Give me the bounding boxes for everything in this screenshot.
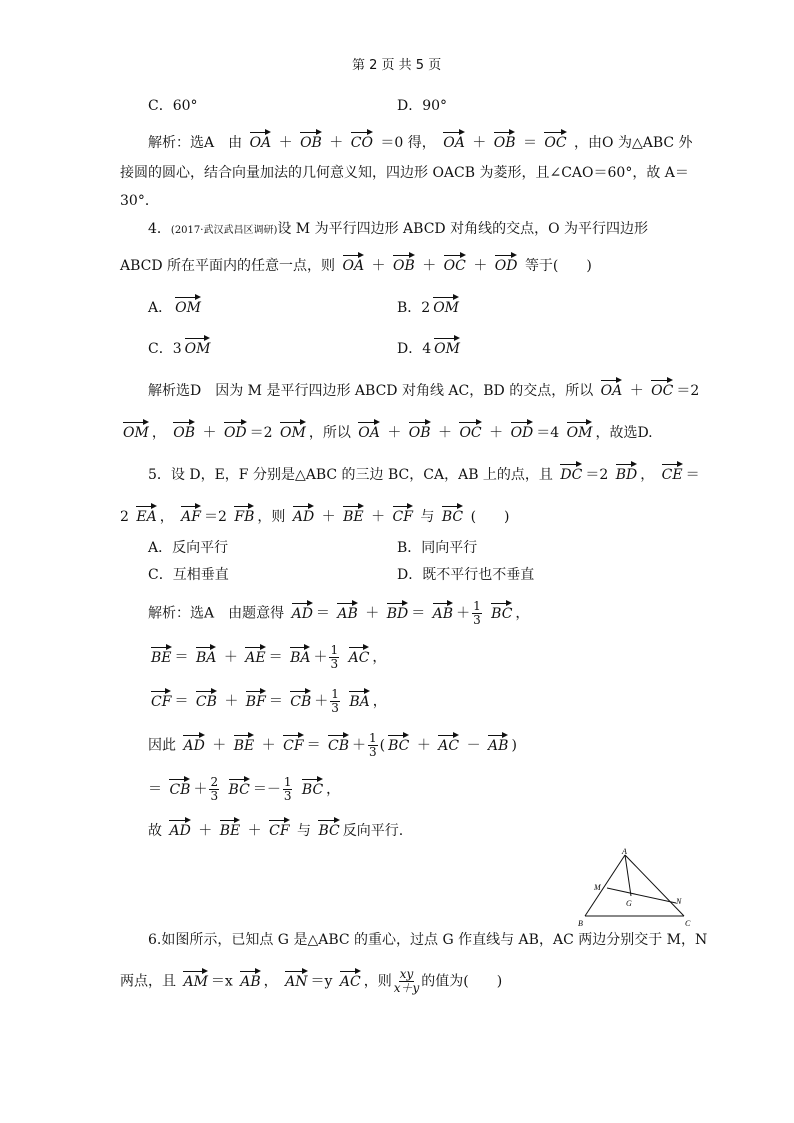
vector-BA: BA: [349, 689, 369, 710]
q4-option-d: D．4 OM: [397, 336, 463, 359]
vector-BC: BC: [442, 504, 463, 525]
label-b: B: [578, 919, 583, 928]
vector-BC: BC: [388, 733, 409, 754]
q5-stem-text: 5．设 D，E，F 分别是△ABC 的三边 BC，CA，AB 上的点，且: [148, 467, 553, 483]
vector-BE: BE: [220, 818, 241, 839]
median-line: [625, 855, 631, 896]
vector-CB: CB: [169, 777, 190, 798]
vector-CF: CF: [151, 689, 171, 710]
plus-sign: ＋: [278, 135, 293, 151]
vector-BD: BD: [616, 462, 638, 483]
vector-OA: OA: [250, 130, 272, 151]
equals-sign: ＝: [522, 135, 537, 151]
q4-solution-line1: [148, 378, 699, 401]
vector-OM: OM: [123, 420, 149, 441]
q5-stem-line2: 2 EA ， AF ＝2 FB ，则 AD ＋ BE ＋ CF 与 BC ( ): [120, 504, 510, 527]
q4-stem2-pre: ABCD 所在平面内的任意一点，则: [120, 258, 336, 274]
vector-AC: AC: [340, 969, 361, 990]
vector-OB: OB: [409, 420, 431, 441]
vector-AD: AD: [292, 601, 313, 622]
vector-OB: OB: [300, 130, 322, 151]
q5-stem-line1: 5．设 D，E，F 分别是△ABC 的三边 BC，CA，AB 上的点，且 DC ＝2 BD ， CE ＝: [148, 462, 700, 485]
vector-DC: DC: [560, 462, 582, 483]
vector-EA: EA: [136, 504, 156, 525]
vector-OB: OB: [173, 420, 195, 441]
q5-solution-line5: ＝ CB ＋ $\frac{2}{3}$ BC ＝－ $\frac{1}{3}$ BC ，: [148, 775, 341, 803]
vector-OC: OC: [544, 130, 566, 151]
vector-OC: OC: [651, 378, 673, 399]
vector-OM: OM: [567, 420, 593, 441]
vector-BC: BC: [491, 601, 512, 622]
vector-CF: CF: [269, 818, 289, 839]
plus-sign: ＋: [202, 425, 217, 441]
vector-OD: OD: [224, 420, 247, 441]
vector-OA: OA: [601, 378, 623, 399]
line-mn: [607, 888, 676, 903]
vector-BD: BD: [387, 601, 409, 622]
q3-solution-line2: 接圆的圆心，结合向量加法的几何意义知，四边形 OACB 为菱形，且∠CAO＝60°，故 A＝: [120, 165, 689, 181]
q6-stem-line2: 两点，且 AM ＝x AB ， AN ＝y AC ，则 $\frac{xy}{x+y}$ 的值为( ): [120, 967, 503, 995]
plus-sign: ＋: [472, 135, 487, 151]
q4-sol-text: 解析选D 因为 M 是平行四边形 ABCD 对角线 AC，BD 的交点，所以: [148, 383, 594, 399]
fraction-one-third: $\frac{1}{3}$: [369, 731, 377, 759]
side-ab: [585, 855, 625, 916]
vector-BC: BC: [302, 777, 323, 798]
q3-solution-line1: [148, 130, 693, 153]
vector-BE: BE: [343, 504, 364, 525]
plus-sign: ＋: [329, 135, 344, 151]
q6-stem-line1: 6.如图所示，已知点 G 是△ABC 的重心，过点 G 作直线与 AB，AC 两边分别交于 M，N: [148, 932, 708, 948]
vector-CB: CB: [328, 733, 349, 754]
label-n: N: [676, 897, 682, 906]
q5-solution-line2: BE ＝ BA ＋ AE ＝ BA ＋ $\frac{1}{3}$ AC ，: [151, 643, 387, 671]
vector-CF: CF: [393, 504, 413, 525]
q4-number: 4．: [148, 221, 171, 237]
fraction-one-third: $\frac{1}{3}$: [330, 643, 339, 671]
plus-sign: ＋: [629, 383, 644, 399]
vector-OA: OA: [343, 253, 365, 274]
vector-AE: AE: [245, 645, 265, 666]
vector-AC: AC: [438, 733, 459, 754]
plus-sign: ＋: [422, 258, 437, 274]
q5-conclusion: 故 AD ＋ BE ＋ CF 与 BC 反向平行.: [148, 818, 403, 841]
q4-stem-text: 设 M 为平行四边形 ABCD 对角线的交点，O 为平行四边形: [277, 221, 649, 237]
q4-option-b: B．2 OM: [397, 295, 462, 318]
eq-zero: ＝0 得，: [380, 135, 436, 151]
label-a: A: [622, 848, 627, 856]
vector-OB: OB: [393, 253, 415, 274]
vector-BA: BA: [290, 645, 310, 666]
fraction-xy-over-x-plus-y: $\frac{xy}{x+y}$: [393, 967, 420, 995]
vector-OC: OC: [444, 253, 466, 274]
q5-option-d: D．既不平行也不垂直: [397, 567, 535, 583]
fraction-one-third: $\frac{1}{3}$: [283, 775, 292, 803]
q4-source: (2017·武汉武昌区调研): [170, 225, 278, 236]
vector-AD: AD: [169, 818, 190, 839]
eq-four: ＝4: [536, 425, 560, 441]
q4-stem-line2: [120, 253, 592, 276]
q3-solution-line3: 30°．: [120, 193, 159, 209]
vector-CE: CE: [662, 462, 683, 483]
plus-sign: ＋: [438, 425, 452, 441]
vector-AD: AD: [183, 733, 204, 754]
eq-two: ＝2: [249, 425, 273, 441]
vector-AB: AB: [488, 733, 508, 754]
vector-CO: CO: [351, 130, 373, 151]
vector-BC: BC: [318, 818, 339, 839]
q3-sol-prefix: 解析：选A 由: [148, 135, 243, 151]
vector-OM: OM: [433, 295, 459, 316]
plus-sign: ＋: [473, 258, 488, 274]
vector-OM: OM: [175, 295, 201, 316]
vector-OA: OA: [443, 130, 465, 151]
vector-CB: CB: [196, 689, 217, 710]
vector-OM: OM: [434, 336, 460, 357]
vector-BA: BA: [196, 645, 216, 666]
vector-BE: BE: [151, 645, 172, 666]
vector-AF: AF: [181, 504, 201, 525]
page-number: 第 2 页 共 5 页: [352, 58, 442, 73]
vector-AC: AC: [349, 645, 370, 666]
vector-CF: CF: [283, 733, 303, 754]
label-g: G: [626, 899, 632, 908]
plus-sign: ＋: [387, 425, 402, 441]
q5-option-c: C．互相垂直: [148, 567, 229, 583]
side-ac: [625, 855, 684, 916]
vector-OM: OM: [185, 336, 211, 357]
vector-FB: FB: [234, 504, 254, 525]
q4-option-a: A． OM: [148, 295, 204, 318]
plus-sign: ＋: [489, 425, 504, 441]
vector-BC: BC: [229, 777, 250, 798]
q4-stem2-post: 等于( ): [524, 258, 592, 274]
triangle-figure: [572, 848, 702, 930]
vector-OB: OB: [494, 130, 516, 151]
vector-OC: OC: [459, 420, 481, 441]
q4-so: ，所以: [308, 425, 351, 441]
q3-option-d: D．90°: [397, 98, 448, 114]
fraction-one-third: $\frac{1}{3}$: [473, 599, 481, 627]
vector-OD: OD: [511, 420, 534, 441]
vector-OM: OM: [280, 420, 306, 441]
q4-option-c: C．3 OM: [148, 336, 213, 359]
vector-AB: AB: [433, 601, 453, 622]
q4-sol-end: ，故选D.: [595, 425, 653, 441]
vector-OD: OD: [495, 253, 518, 274]
fraction-one-third: $\frac{1}{3}$: [331, 687, 339, 715]
vector-OA: OA: [358, 420, 380, 441]
plus-sign: ＋: [371, 258, 386, 274]
q4-solution-line2: OM ， OB ＋ OD ＝2 OM ，所以 OA ＋ OB ＋ OC ＋ OD ＝4 OM ，故选D.: [120, 420, 653, 443]
fraction-two-thirds: $\frac{2}{3}$: [210, 775, 219, 803]
q5-solution-line1: 解析：选A 由题意得 AD ＝ AB ＋ BD ＝ AB ＋ $\frac{1}{3}$ BC ，: [148, 599, 530, 627]
q5-option-a: A．反向平行: [148, 540, 229, 556]
vector-CB: CB: [290, 689, 311, 710]
label-m: M: [594, 883, 601, 892]
label-c: C: [685, 919, 691, 928]
q3-sol-mid: ，由O 为△ABC 外: [574, 135, 693, 151]
q5-solution-line4: 因此 AD ＋ BE ＋ CF ＝ CB ＋ $\frac{1}{3}$ ( BC ＋ AC － AB ): [148, 731, 517, 759]
vector-AB: AB: [240, 969, 260, 990]
vector-AB: AB: [337, 601, 357, 622]
eq-two: ＝2: [676, 383, 700, 399]
q3-option-c: C．60°: [148, 98, 198, 114]
vector-AM: AM: [183, 969, 207, 990]
q4-stem-line1: [148, 219, 648, 241]
vector-BE: BE: [234, 733, 255, 754]
vector-BF: BF: [246, 689, 266, 710]
q5-solution-line3: CF ＝ CB ＋ BF ＝ CB ＋ $\frac{1}{3}$ BA ，: [151, 687, 387, 715]
vector-AD: AD: [293, 504, 314, 525]
q5-option-b: B．同向平行: [397, 540, 478, 556]
vector-AN: AN: [285, 969, 307, 990]
